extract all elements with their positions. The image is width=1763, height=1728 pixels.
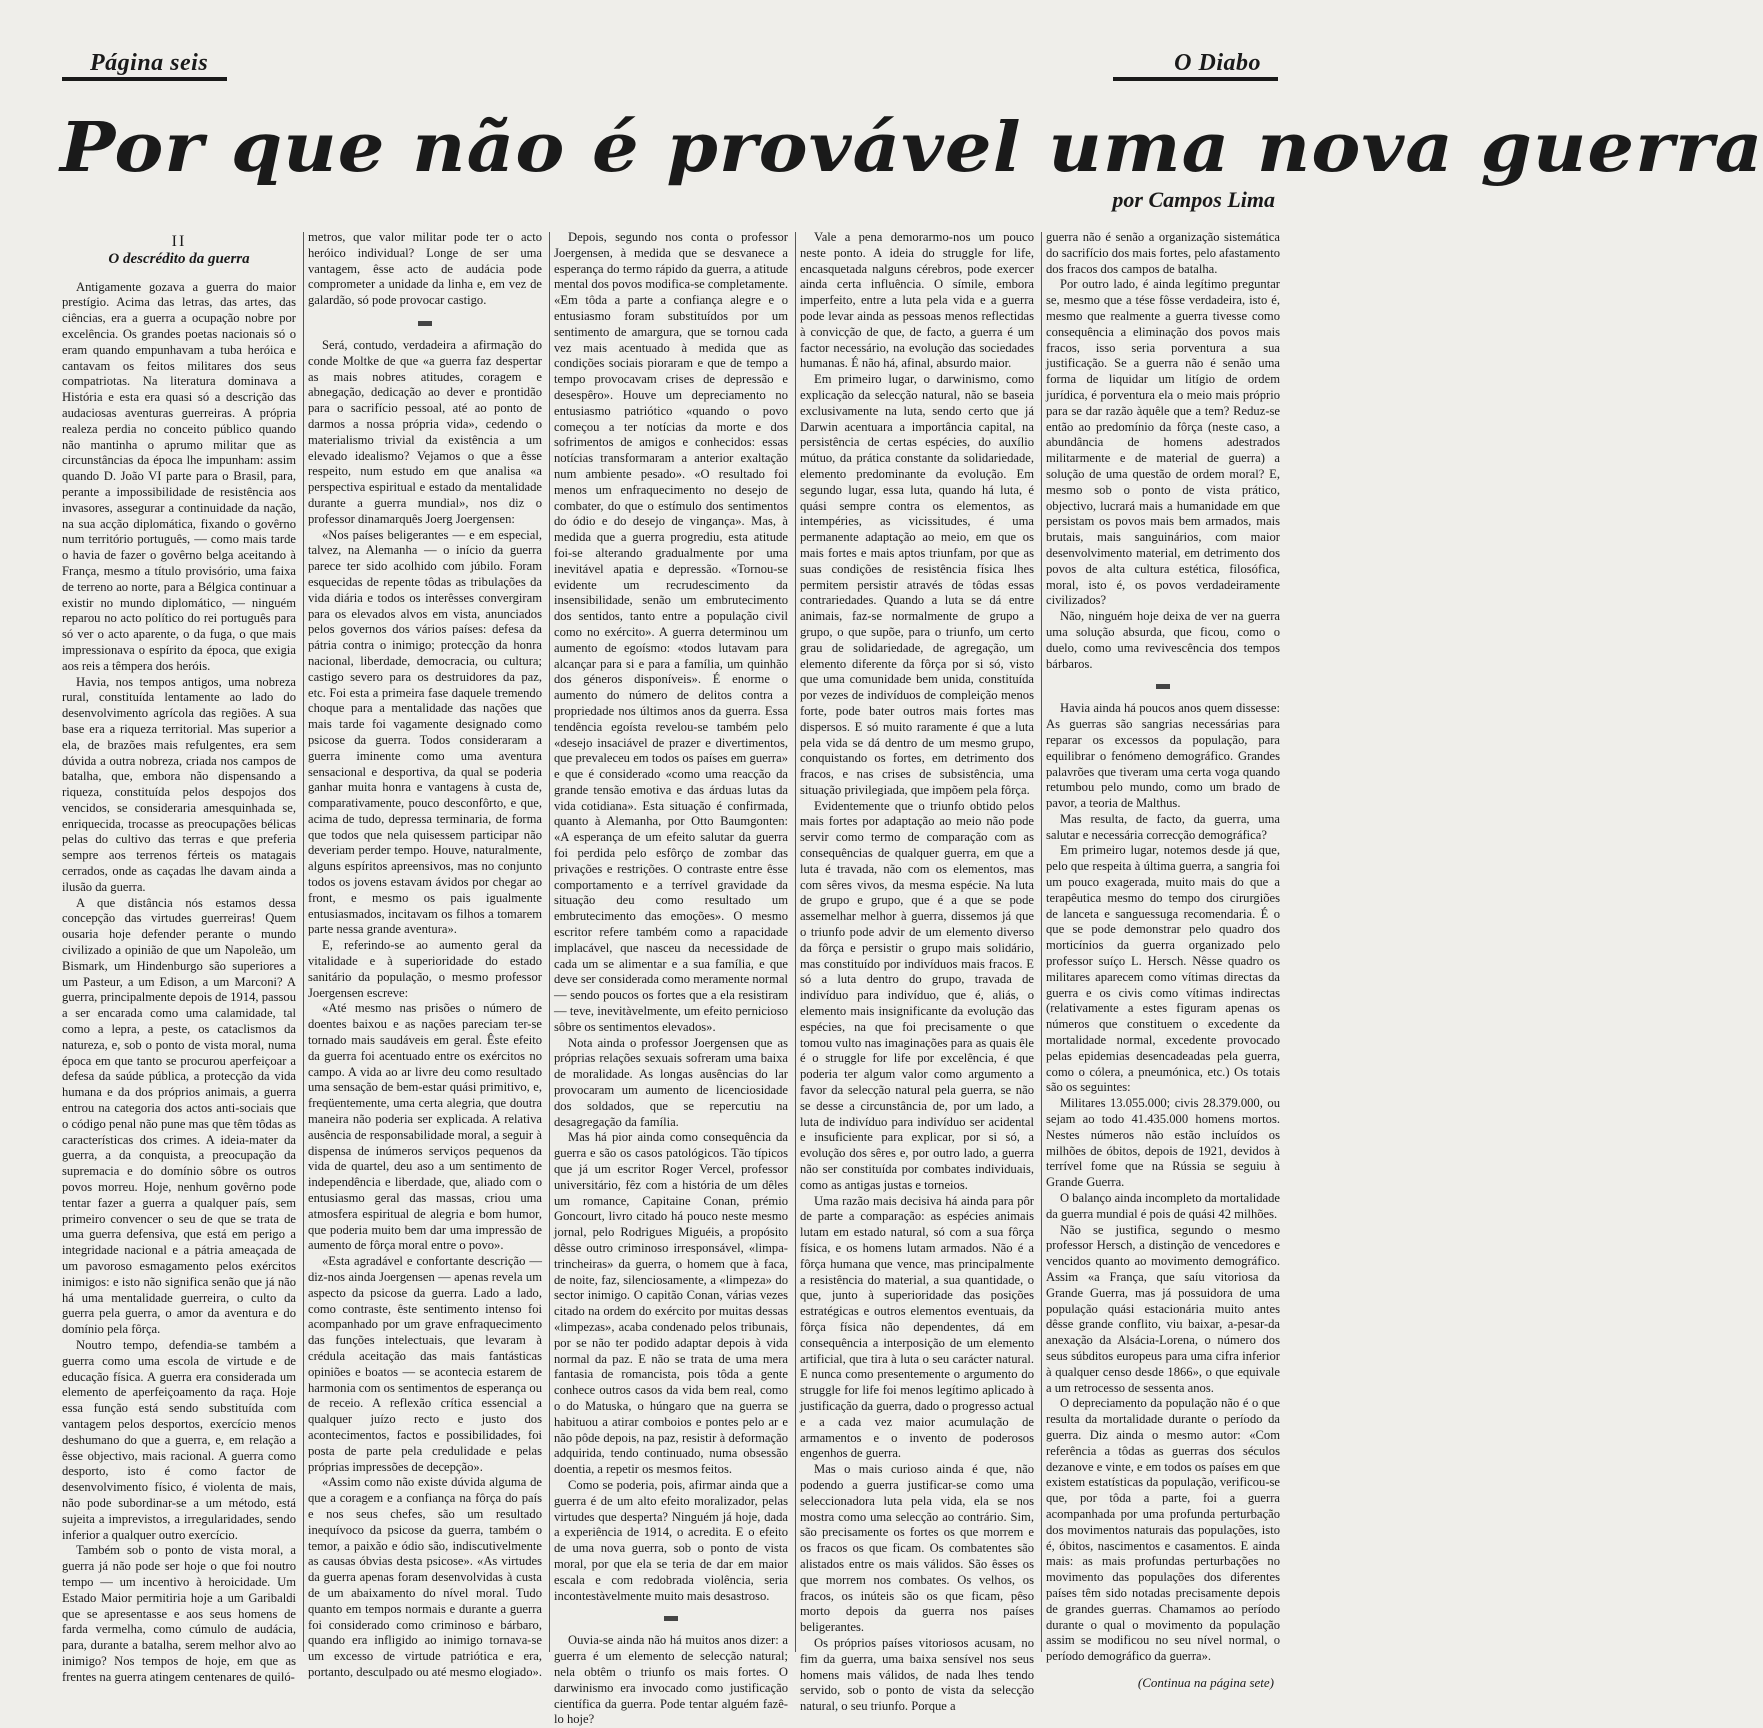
paragraph: Em primeiro lugar, o darwinismo, como explicação da selecção natural, não se baseia exclusivamente na luta, sendo certo que já Darwin acentuara a importância capital, na persistência de certas espécies, do auxílio mútuo, da prática constante da solidariedade, elemento predominante da evolução. Em segundo lugar, essa luta, quando há luta, é quási sempre contra os elementos, as intempéries, as vicissitudes, é uma permanente adaptação ao meio, em que os mais fortes e mais aptos triunfam, por que as suas condições de resistência física lhes permitem persistir através de tôdas essas contrariedades. Quando a luta se dá entre animais, faz-se normalmente de grupo a grupo, o que supõe, para o triunfo, um certo grau de solidariedade, de agregação, um elemento diferente da fôrça por si só, visto que uma comunidade bem unida, constituída por vezes de indivíduos de compleição menos forte, pode bater outros mais fortes mas dispersos. E só muito raramente é que a luta pela vida se dá dentro de um mesmo grupo, conquistando os fortes, em detrimento dos fracos, e nas crises de subsistência, uma situação privilegiada, que impõem pela fôrça.: [800, 372, 1034, 797]
article-columns: [62, 230, 1286, 1727]
paragraph: Militares 13.055.000; civis 28.379.000, ou sejam ao todo 41.435.000 homens mortos. Nestes números não estão incluídos os milhões de óbitos, depois de 1921, devidos à terrível fome que na Rússia se seguiu à Grande Guerra.: [1046, 1096, 1280, 1190]
paragraph: Vale a pena demorarmo-nos um pouco neste ponto. A ideia do struggle for life, encasquetada nalguns cérebros, pode exercer ainda certa influência. O símile, embora imperfeito, entre a luta pela vida e a guerra pode levar ainda as pessoas menos reflectidas à convicção de que, de facto, a guerra é um factor necessário, na evolução das sociedades humanas. É não há, afinal, absurdo maior.: [800, 230, 1034, 371]
section-title: O descrédito da guerra: [108, 250, 250, 267]
paragraph: Também sob o ponto de vista moral, a guerra já não pode ser hoje o que foi noutro tempo — um incentivo à heroicidade. Um Estado Maior permitiria hoje a um Garibaldi que se apresentasse e aos seus homens de farda vermelha, como cúmulo de audácia, para, durante a batalha, serem melhor alvo ao inimigo? Nos tempos de hoje, em que as frentes na guerra atingem centenares de quiló-: [62, 1543, 296, 1684]
running-head-right: O Diabo: [1174, 50, 1261, 76]
column-3-body-b: [554, 1633, 788, 1728]
paragraph: Evidentemente que o triunfo obtido pelos mais fortes por adaptação ao meio não pode servir como termo de comparação com as consequências de qualquer guerra, em que a luta é travada, não com os elementos, mas com sêres vivos, da mesma espécie. Na luta de grupo e grupo, que é a que se pode assemelhar melhor à guerra, dissemos já que o triunfo pode advir de um elemento diverso da fôrça e persistir o grupo mais solidário, mas constituído por indivíduos mais fracos. E só a luta dentro do grupo, travada de indivíduo para indivíduo, que é, aliás, o elemento mais insignificante da evolução das espécies, na que foi precisamente o que tomou vulto nas imaginações para as quais êle é o struggle for life por excelência, é que poderia ter algum valor como argumento a favor da selecção natural pela guerra, se não se desse a circunstância de, por um lado, a luta de indivíduo para indivíduo ser acidental e insuficiente para explicar, por si só, a evolução dos sêres e, por outro lado, a guerra não ser constituída por combates individuais, como as antigas justas e torneios.: [800, 798, 1034, 1192]
paragraph: «Nos países beligerantes — e em especial, talvez, na Alemanha — o início da guerra parece ter sido acolhido com júbilo. Foram esquecidas de repente tôdas as tribulações da vida diária e todos os interêsses convergiram para os elevados alvos em vista, anunciados pelos governos dos vários países: defesa da pátria contra o inimigo; protecção da honra nacional, liberdade, democracia, ou cultura; castigo severo para os destruidores da paz, etc. Foi esta a primeira fase daquele tremendo choque para a mentalidade das nações que mais tarde foi vagamente designado como psicose da guerra. Todos consideraram a guerra iminente como uma aventura sensacional e desportiva, da qual se poderia ganhar muita honra e vantagens à custa de, comparativamente, pouco desconfôrto, e que, acima de tudo, depressa terminaria, de forma que todos que nela quisessem participar não deveriam perder tempo. Houve, naturalmente, alguns espíritos apreensivos, mas no conjunto todos os jovens estavam ávidos por chegar ao front, e mesmo os pais igualmente entusiasmados, incitavam os filhos a tomarem parte nessa grande aventura».: [308, 527, 542, 937]
paragraph: «Até mesmo nas prisões o número de doentes baixou e as nações pareciam ter-se tornado mais saudáveis em geral. Êste efeito da guerra foi acentuado entre os exércitos no campo. A vida ao ar livre deu como resultado uma sensação de bem-estar quási primitivo, e, freqüentemente, uma certa alegria, que doutra maneira não poderia ser explicada. A relativa ausência de responsabilidade moral, a seguir à dispensa de inúmeros serviços pequenos da vida de quartel, deu aso a um sentimento de independência e liberdade, que, aliado com o entusiasmo geral das massas, criou uma atmosfera espiritual de alegria e bom humor, que poderia muito bem dar uma impressão de aumento de fôrça moral entre o povo».: [308, 1001, 542, 1253]
paragraph: Nota ainda o professor Joergensen que as próprias relações sexuais sofreram uma baixa de moralidade. As longas ausências do lar provocaram um aumento de licenciosidade dos soldados, que se repercutiu na desagregação da família.: [554, 1035, 788, 1129]
paragraph: Em primeiro lugar, notemos desde já que, pelo que respeita à última guerra, a sangria foi um pouco exagerada, muito mais do que a terapêutica mesmo do tempo dos cirurgiões de lanceta e sanguessuga recomendaria. É o que se pode demonstrar pelo quadro dos morticínios da guerra organizado pelo professor suíço L. Hersch. Nêsse quadro os militares aparecem como vítimas directas da guerra e os civis como vítimas indirectas (relativamente a estes figuram apenas os números que constituem o excedente da mortalidade normal, excedente provocado pelas epidemias desencadeadas pela guerra, como o cólera, a pneumónica, etc.) Os totais são os seguintes:: [1046, 843, 1280, 1095]
paragraph: Os próprios países vitoriosos acusam, no fim da guerra, uma baixa sensível nos seus homens mais válidos, de nada lhes tendo servido, sob o ponto de vista da selecção natural, o seu triunfo. Porque a: [800, 1635, 1034, 1714]
paragraph: Havia ainda há poucos anos quem dissesse: As guerras são sangrias necessárias para reparar os excessos da população, para equilibrar o fenómeno demográfico. Grandes palavrões que tiveram uma certa voga quando retumbou pelo mundo, como um brado de pavor, a teoria de Malthus.: [1046, 701, 1280, 811]
paragraph: «Esta agradável e confortante descrição — diz-nos ainda Joergensen — apenas revela um aspecto da psicose da guerra. Lado a lado, como contraste, êste sentimento intenso foi acompanhado por um grave enfraquecimento das funções intelectuais, que levaram à crédula aceitação das mais fantásticas opiniões e boatos — se acontecia estarem de harmonia com os sentimentos de esperança ou de receio. A reflexão crítica essencial a qualquer juízo recto e justo dos acontecimentos, factos e possibilidades, foi posta de parte pela credulidade e pelas próprias impressões de decepção».: [308, 1254, 542, 1474]
column-1-body: [62, 280, 296, 1686]
section-divider: [664, 1616, 678, 1621]
section-divider: [1156, 684, 1170, 689]
column-rule: [1041, 232, 1042, 1652]
running-head-left: Página seis: [90, 50, 209, 76]
column-5-body-a: [1046, 230, 1280, 672]
paragraph: Uma razão mais decisiva há ainda para pôr de parte a comparação: as espécies animais lutam em estado natural, só com a sua fôrça física, e os homens lutam armados. Não é a fôrça humana que vence, mas principalmente a resistência do material, a sua quantidade, o que, junto à superioridade das posições estratégicas e outros elementos eventuais, da fôrça física não dependentes, dá em consequência a interposição de um elemento artificial, que tira à luta o seu carácter natural. E nunca como presentemente o argumento do struggle for life foi menos legítimo aplicado à justificação da guerra, dado o progresso actual e a cada vez maior acumulação de armamentos e o invento de poderosos engenhos de guerra.: [800, 1193, 1034, 1461]
paragraph: O balanço ainda incompleto da mortalidade da guerra mundial é pois de quási 42 milhões.: [1046, 1191, 1280, 1221]
paragraph: Antigamente gozava a guerra do maior prestígio. Acima das letras, das artes, das ciências, era a guerra a ocupação nobre por excelência. Os grandes poetas nacionais só o eram quando empunhavam a tuba heróica e cantavam os feitos militares dos seus compatriotas. Na literatura dominava a História e esta era quasi só a descrição das audaciosas aventuras guerreiras. A própria realeza perdia no conceito público quando não mantinha o aprumo militar que as circunstâncias da época lhe impunham: assim quando D. João VI parte para o Brasil, para, perante a impossibilidade de resistência aos invasores, assegurar a continuidade da nação, na sua acção diplomática, fixando o govêrno num território português, — como mais tarde o havia de fazer o govêrno belga aceitando à França, mesmo a título provisório, uma faixa de terreno ao norte, para a Bélgica continuar a existir no mundo diplomático, — ninguém reparou no acto político do rei português para só ver o acto aparente, o da fuga, o que mais impressionava o espírito da época, que exigia aos reis a têmpera dos heróis.: [62, 279, 296, 673]
paragraph: metros, que valor militar pode ter o acto heróico individual? Longe de ser uma vantagem, êsse acto de audácia pode comprometer a unidade da linha e, em vez de galardão, só pode provocar castigo.: [308, 230, 542, 308]
paragraph: Como se poderia, pois, afirmar ainda que a guerra é de um alto efeito moralizador, pelas virtudes que desperta? Ninguém já hoje, dada a experiência de 1914, o acredita. E o efeito de uma nova guerra, sob o ponto de vista moral, por que ela se teria de dar em maior escala e com redobrada violência, seria incontestàvelmente muito mais desastroso.: [554, 1477, 788, 1603]
column-4: [800, 230, 1034, 1714]
paragraph: Não, ninguém hoje deixa de ver na guerra uma solução absurda, que ficou, como o duelo, como uma revivescência dos tempos bárbaros.: [1046, 609, 1280, 671]
section-number: II: [171, 233, 187, 250]
column-2-body-a: [308, 230, 542, 309]
paragraph: Noutro tempo, defendia-se também a guerra como uma escola de virtude e de educação física. A guerra era considerada um elemento de aperfeiçoamento da raça. Hoje essa função está sendo substituída com vantagem pelos desportos, exercício menos deshumano do que a guerra, e, em relação a êsse objectivo, mais racional. A guerra como desporto, isto é como factor de desenvolvimento físico, é violenta de mais, não pode subordinar-se a um método, está sujeita a imprevistos, a irregularidades, sendo inferior a qualquer outro exercício.: [62, 1337, 296, 1542]
paragraph: Depois, segundo nos conta o professor Joergensen, à medida que se desvanece a esperança do termo rápido da guerra, a atitude mental dos povos modifica-se completamente. «Em tôda a parte a confiança alegre e o entusiasmo foram substituídos por um sentimento de amargura, que se tornou cada vez mais acentuado à medida que as condições sociais pioraram e que de tempo a tempo provocavam crises de depressão e desespêro». Houve um depreciamento no entusiasmo patriótico «quando o povo começou a ter notícias da morte e dos sofrimentos de amigos e conhecidos: essas notícias transformaram a anterior exaltação num ambiente pesado». «O resultado foi menos um enfraquecimento no desejo de combater, do que o estímulo dos sentimentos do ódio e do desejo de vingança». Mas, à medida que a guerra progrediu, esta atitude foi-se alterando gradualmente por uma inevitável apatia e depressão. «Tornou-se evidente um recrudescimento da insensibilidade, senão um embrutecimento dos sentidos, tanto entre a população civil como no exército». A guerra determinou um aumento de egoísmo: «todos lutavam para alcançar para si e para a família, um quinhão dos géneros disponíveis». É enorme o aumento do número de delitos contra a propriedade nos últimos anos da guerra. Essa tendência egoísta revelou-se também pelo «desejo insaciável de prazer e divertimentos, que prevaleceu em todos os países em guerra» e que é considerado «como uma reacção da grande tensão emotiva e das árduas lutas da vida cotidiana». Esta situação é confirmada, quanto à Alemanha, por Otto Baumgonten: «A esperança de um efeito salutar da guerra foi perdida pelo esfôrço de zombar das privações e restrições. O contraste entre êsse comportamento e a terrível gravidade da situação deu como resultado um embrutecimento das emoções». O mesmo escritor refere também como a rapacidade implacável, que nasceu da necessidade de cada um se alimentar e a sua família, e que deve ser considerada como meramente normal — sendo poucos os fortes que a ela resistiram — teve, inevitàvelmente, um efeito pernicioso sôbre os sentimentos elevados».: [554, 230, 788, 1034]
paragraph: «Assim como não existe dúvida alguma de que a coragem e a confiança na fôrça do país e nos seus chefes, são um resultado inequívoco da psicose da guerra, também o temor, a paixão e ódio são, indiscutivelmente as causas óbvias desta psicose». «As virtudes da guerra apenas foram desenvolvidas à custa de um abaixamento do nível moral. Tudo quanto em tempos normais e durante a guerra foi considerado como criminoso e bárbaro, quando era infligido ao inimigo tornava-se um excesso de virtude patriótica e era, portanto, desculpado ou até mesmo elogiado».: [308, 1475, 542, 1679]
column-rule: [303, 232, 304, 1652]
column-4-body: [800, 230, 1034, 1715]
paragraph: O depreciamento da população não é o que resulta da mortalidade durante o período da guerra. Diz ainda o mesmo autor: «Com referência a tôdas as guerras dos séculos dezanove e vinte, e em todos os países em que existem estatísticas da população, verificou-se que, por tôda a parte, foi a guerra acompanhada por uma profunda perturbação dos movimentos naturais das populações, isto é, óbitos, nascimentos e casamentos. E ainda mais: as mais profundas perturbações no movimento das populações dos diferentes países têm sido notadas precisamente depois de grandes guerras. Chamamos ao período durante o qual o movimento da população assim se modificou no seu nível normal, o período demográfico da guerra».: [1046, 1396, 1280, 1664]
byline: por Campos Lima: [1112, 187, 1275, 212]
column-rule: [549, 232, 550, 1652]
paragraph: Será, contudo, verdadeira a afirmação do conde Moltke de que «a guerra faz despertar as mais nobres atitudes, coragem e abnegação, dedicação ao dever e prontidão para o sacrifício pessoal, até ao ponto de darmos a nossa própria vida», cedendo o materialismo trivial da existência a um elevado idealismo? Vejamos o que a êsse respeito, num estudo em que analisa «a perspectiva espiritual e estado da mentalidade durante a guerra mundial», nos diz o professor dinamarquês Joerg Joergensen:: [308, 337, 542, 526]
paragraph: Ouvia-se ainda não há muitos anos dizer: a guerra é um elemento de selecção natural; nela obtêm o triunfo os mais fortes. O darwinismo era invocado como justificação científica da guerra. Pode tentar alguém fazê-lo hoje?: [554, 1633, 788, 1727]
running-head-left-rule: [62, 77, 227, 81]
paragraph: Mas resulta, de facto, da guerra, uma salutar e necessária correcção demográfica?: [1046, 811, 1280, 842]
column-1: [62, 230, 296, 1684]
column-3: [554, 230, 788, 1727]
continuation-note: (Continua na página sete): [1137, 1674, 1274, 1690]
paragraph: Mas há pior ainda como consequência da guerra e são os casos patológicos. Tão típicos que já um escritor Roger Vercel, professor universitário, fêz com a história de um dêles um romance, Capitaine Conan, prémio Goncourt, livro citado há pouco neste mesmo jornal, pelo Rodrigues Miguéis, a propósito dêsse outro criminoso irresponsável, «limpa-trincheiras» da guerra, o homem que à faca, de noite, faz, silenciosamente, a «limpeza» do sector inimigo. O capitão Conan, várias vezes citado na ordem do exército por muitas dessas «limpezas», acaba condenado pelos tribunais, por se não ter podido adaptar depois à vida normal da paz. E não se trata de uma mera fantasia de romancista, pois tôda a gente conhece outros casos da vida bem real, como o do Matuska, o húngaro que na guerra se habituou a atirar comboios e pontes pelo ar e não pôde depois, na paz, resistir à deformação adquirida, tendo continuado, numa obsessão doentia, a repetir os mesmos feitos.: [554, 1130, 788, 1477]
column-5-body-b: [1046, 701, 1280, 1665]
column-2: [308, 230, 542, 1679]
column-3-body-a: [554, 230, 788, 1604]
paragraph: A que distância nós estamos dessa concepção das virtudes guerreiras! Quem ousaria hoje defender perante o mundo civilizado a opinião de que um Napoleão, um Bismark, um Hindenburgo são superiores a um Pasteur, a um Edison, a um Marconi? A guerra, principalmente depois de 1914, passou a ser encarada como uma calamidade, tal como a lepra, a peste, os cataclismos da natureza, e, sob o ponto de vista moral, numa época em que tanto se procurou aperfeiçoar a defesa da saúde pública, a protecção da vida humana e da dos próprios animais, a guerra entrou na categoria dos actos anti-sociais que o código penal não pune mas que têm tôdas as características dos crimes. A ideia-mater da guerra, a da conquista, a preocupação da supremacia e do domínio sôbre os outros povos morreu. Hoje, nenhum govêrno pode tentar fazer a guerra a qualquer país, sem primeiro convencer o seu de que se trata de uma guerra defensiva, que está em perigo a integridade nacional e a pátria ameaçada de um pavoroso esmagamento pelos exércitos inimigos: e isto não significa senão que já não há uma mentalidade guerreira, o culto da guerra pela guerra, o amor da aventura e do domínio pela fôrça.: [62, 895, 296, 1337]
section-divider: [418, 321, 432, 326]
paragraph: Havia, nos tempos antigos, uma nobreza rural, constituída lentamente ao lado do desenvolvimento agrícola das regiões. A sua base era a riqueza territorial. Mas superior a ela, de brazões mais refulgentes, era sem dúvida a outra nobreza, criada nos campos de batalha, que, embora não dispensando a riqueza, constituída pelos despojos dos vencidos, se consideraria amesquinhada se, enriquecida, trocasse as preocupações bélicas pelas do cultivo das terras e que preferia sempre aos terrenos férteis os matagais cerrados, onde as caçadas lhe davam ainda a ilusão da guerra.: [62, 674, 296, 894]
running-head-right-rule: [1113, 77, 1278, 81]
column-2-body-b: [308, 338, 542, 1681]
paragraph: guerra não é senão a organização sistemática do sacrifício dos mais fortes, pelo afastamento dos fracos dos campos de batalha.: [1046, 230, 1280, 276]
paragraph: Mas o mais curioso ainda é que, não podendo a guerra justificar-se como uma seleccionadora luta pela vida, ela se nos mostra como uma selecção ao contrário. Sim, são precisamente os fortes os que morrem e os fracos os que ficam. Os combatentes são alistados entre os mais válidos. São êsses os que morrem nos combates. Os velhos, os fracos, os inúteis são os que ficam, pêso morto depois da guerra nos países beligerantes.: [800, 1462, 1034, 1635]
paragraph: E, referindo-se ao aumento geral da vitalidade e à superioridade do estado sanitário da população, o mesmo professor Joergensen escreve:: [308, 938, 542, 1000]
paragraph: Não se justifica, segundo o mesmo professor Hersch, a distinção de vencedores e vencidos quanto ao movimento demográfico. Assim «a França, que saíu vitoriosa da Grande Guerra, mas já possuidora de uma população quási estacionária muito antes dêsse grande conflito, viu baixar, a-pesar-da anexação da Alsácia-Lorena, o número dos seus súbditos europeus para uma cifra inferior à qualquer censo desde 1866», o que equivale a um retrocesso de sessenta anos.: [1046, 1222, 1280, 1395]
headline: Por que não é provável uma nova guerra: [60, 108, 1763, 188]
paragraph: Por outro lado, é ainda legítimo preguntar se, mesmo que a tése fôsse verdadeira, isto é, mesmo que realmente a guerra tivesse como consequência a eliminação dos povos mais fracos, isso seria porventura a sua justificação. Se a guerra não é senão uma forma de liquidar um litígio de ordem jurídica, é porventura ela o meio mais próprio para se dar razão àquêle que a tem? Reduz-se então ao predomínio da fôrça (neste caso, a abundância de homens adestrados militarmente e de material de guerra) a solução de uma questão de ordem moral? E, mesmo sob o ponto de vista prático, objectivo, lucrará mais a humanidade em que persistam os povos mais bem armados, mais brutais, mais sanguinários, com maior desenvolvimento material, em detrimento dos povos de alta cultura estética, filosófica, moral, isto é, os povos verdadeiramente civilizados?: [1046, 277, 1280, 608]
column-rule: [795, 232, 796, 1652]
column-5: [1046, 230, 1280, 1690]
